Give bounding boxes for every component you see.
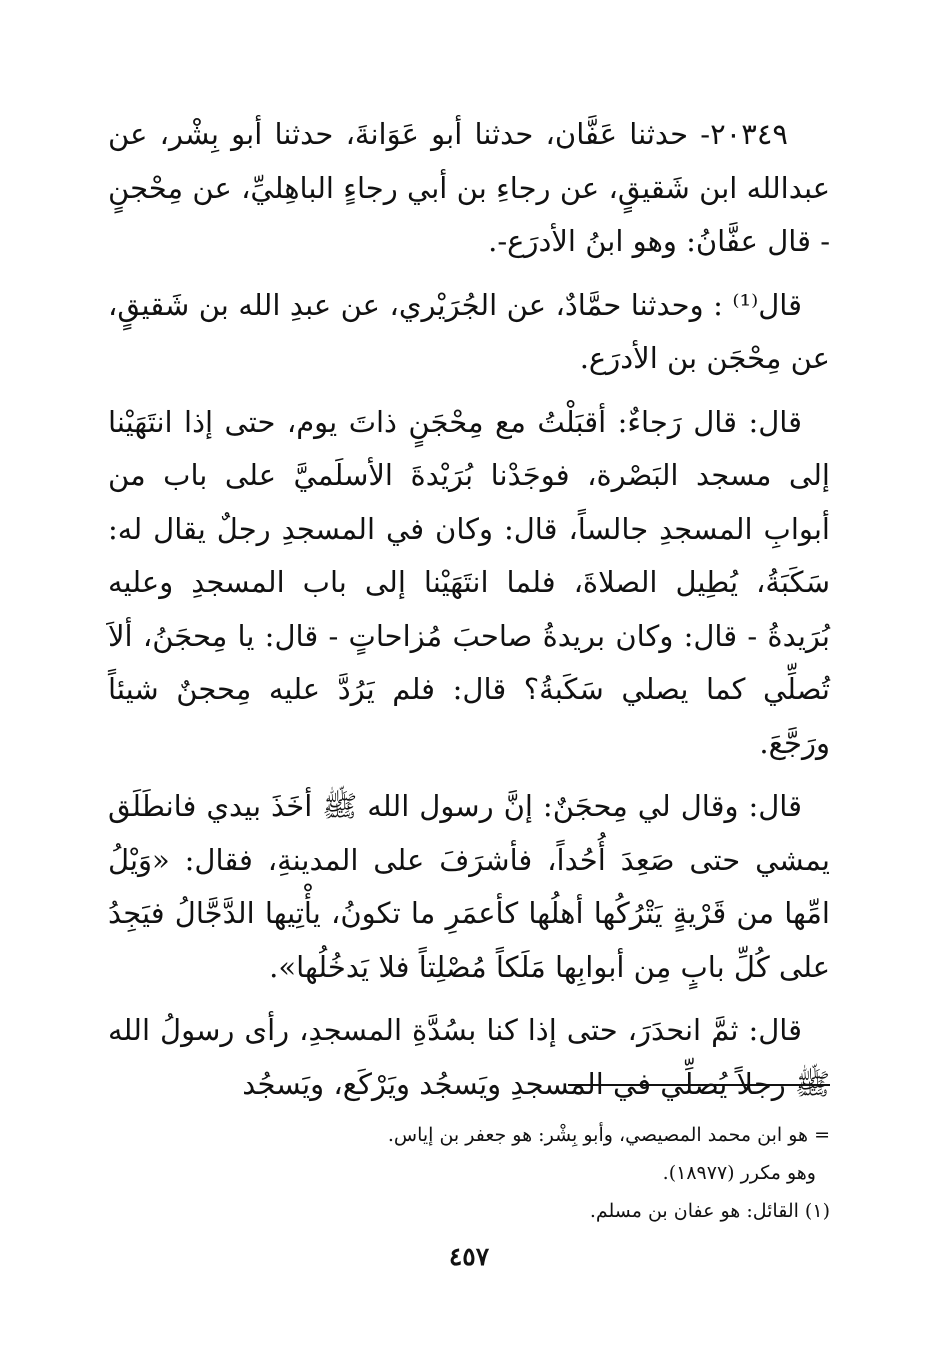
footnotes xyxy=(108,1116,830,1230)
narration-paragraph: قال⁽¹⁾ : وحدثنا حمَّادٌ، عن الجُرَيْري، عن عبدِ الله بن شَقيقٍ، عن مِحْجَن بن الأدرَع. xyxy=(108,287,830,375)
page-number: ٤٥٧ xyxy=(448,1242,490,1271)
main-text xyxy=(108,108,830,1121)
footnote-note: وهو مكرر (١٨٩٧٧). xyxy=(662,1162,816,1184)
footnote-1: (١) القائل: هو عفان بن مسلم. xyxy=(589,1200,830,1222)
hadith-paragraph: ٢٠٣٤٩- حدثنا عَفَّان، حدثنا أبو عَوَانةَ، حدثنا أبو بِشْر، عن عبدالله ابن شَقيقٍ، عن رجاءِ بن أبي رجاءٍ الباهِليِّ، عن مِحْجنٍ - قال عفَّانُ: وهو ابنُ الأدرَع-. xyxy=(108,117,830,258)
footnote-divider xyxy=(568,1084,830,1086)
narration-paragraph: قال: قال رَجاءٌ: أقبَلْتُ مع مِحْجَنٍ ذاتَ يوم، حتى إذا انتَهَيْنا إلى مسجد البَصْرة، فوجَدْنا بُرَيْدةَ الأسلَميَّ على باب من أبوابِ المسجدِ جالساً، قال: وكان في المسجدِ رجلٌ يقال له: سَكَبَةُ، يُطِيل الصلاةَ، فلما انتَهَيْنا إلى باب المسجدِ وعليه بُرَيدةُ - قال: وكان بريدةُ صاحبَ مُزاحاتٍ - قال: يا مِحجَنُ، ألاَ تُصلِّي كما يصلي سَكَبةُ؟ قال: فلم يَرُدَّ عليه مِحجنٌ شيئاً ورَجَّعَ. xyxy=(108,404,830,760)
footnote-continuation: = هو ابن محمد المصيصي، وأبو بِشْر: هو جعفر بن إياس. xyxy=(387,1124,830,1146)
narration-paragraph: قال: ثمَّ انحدَرَ، حتى إذا كنا بسُدَّةِ المسجدِ، رأى رسولُ الله ﷺ رجلاً يُصلِّي في المسجدِ ويَسجُد ويَرْكَع، ويَسجُد xyxy=(108,1013,830,1101)
narration-paragraph: قال: وقال لي مِحجَنٌ: إنَّ رسول الله ﷺ أخَذَ بيدي فانطَلَق يمشي حتى صَعِدَ أُحُداً، فأشرَفَ على المدينةِ، فقال: «وَيْلُ امِّها من قَرْيةٍ يَتْرُكُها أهلُها كأعمَرِ ما تكونُ، يأْتِيها الدَّجَّالُ فيَجِدُ على كُلِّ بابٍ مِن أبوابِها مَلَكاً مُصْلِتاً فلا يَدخُلُها». xyxy=(108,789,830,984)
